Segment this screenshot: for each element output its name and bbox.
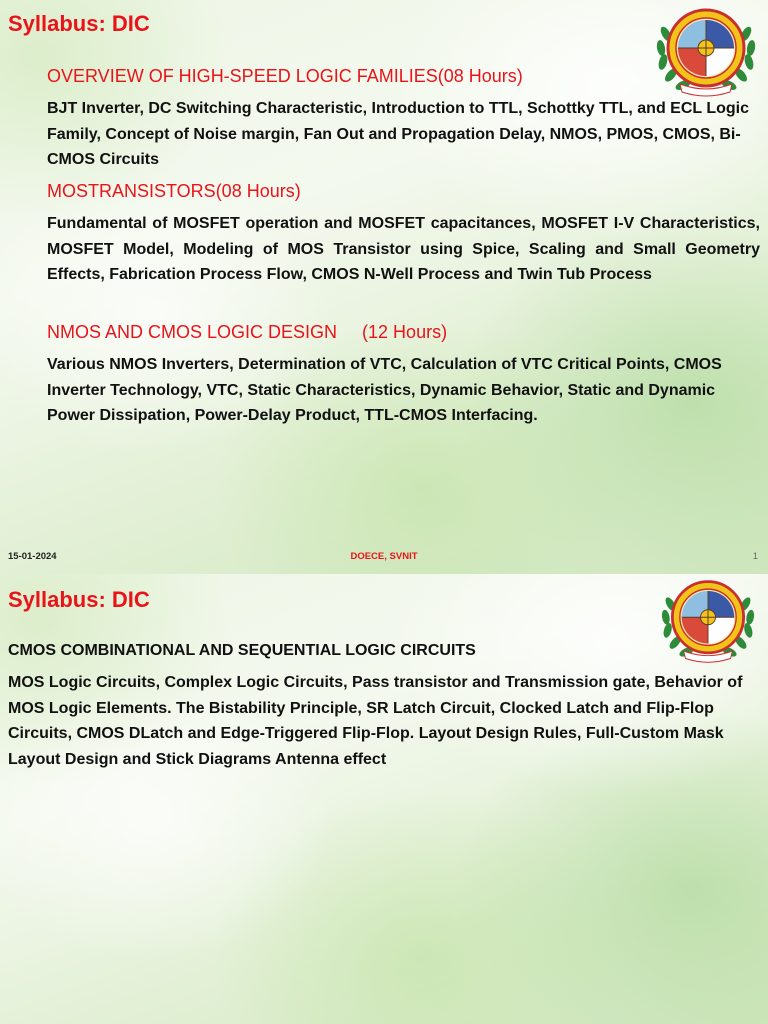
section-heading: NMOS AND CMOS LOGIC DESIGN (12 Hours) — [47, 322, 448, 342]
institute-seal-logo — [652, 4, 760, 100]
slide-2 — [0, 574, 768, 1024]
section-heading: MOSTRANSISTORS(08 Hours) — [47, 181, 301, 201]
slide-title: Syllabus: DIC — [8, 11, 150, 36]
footer-department: DOECE, SVNIT — [350, 551, 418, 562]
section-heading: OVERVIEW OF HIGH-SPEED LOGIC FAMILIES(08 Hours) — [47, 66, 523, 86]
section-body: MOS Logic Circuits, Complex Logic Circuits, Pass transistor and Transmission gate, Behavior of MOS Logic Elements. The Bistability Principle, SR Latch Circuit, Clocked Latch and Flip-Flop Circuits, CMOS DLatch and Edge-Triggered Flip-Flop. Layout Design Rules, Full-Custom Mask Layout Design and Stick Diagrams Antenna effect — [8, 674, 743, 768]
section-body: BJT Inverter, DC Switching Characteristic, Introduction to TTL, Schottky TTL, and ECL Logic Family, Concept of Noise margin, Fan Out and Propagation Delay, NMOS, PMOS, CMOS, Bi- CMOS Circuits — [47, 100, 749, 168]
institute-seal-logo — [656, 576, 760, 666]
footer-date: 15-01-2024 — [8, 551, 57, 562]
slide-title: Syllabus: DIC — [8, 587, 150, 612]
section-body: Fundamental of MOSFET operation and MOSFET capacitances, MOSFET I-V Characteristics, MOSFET Model, Modeling of MOS Transistor using Spice, Scaling and Small Geometry Effects, Fabrication Process Flow, CMOS N-Well Process and Twin Tub Process — [47, 215, 760, 283]
footer-page-number: 1 — [752, 551, 758, 562]
section-heading: CMOS COMBINATIONAL AND SEQUENTIAL LOGIC CIRCUITS — [8, 642, 476, 659]
section-body: Various NMOS Inverters, Determination of VTC, Calculation of VTC Critical Points, CMOS Inverter Technology, VTC, Static Characteristics, Dynamic Behavior, Static and Dynamic Power Dissipation, Power-Delay Product, TTL-CMOS Interfacing. — [47, 356, 722, 424]
